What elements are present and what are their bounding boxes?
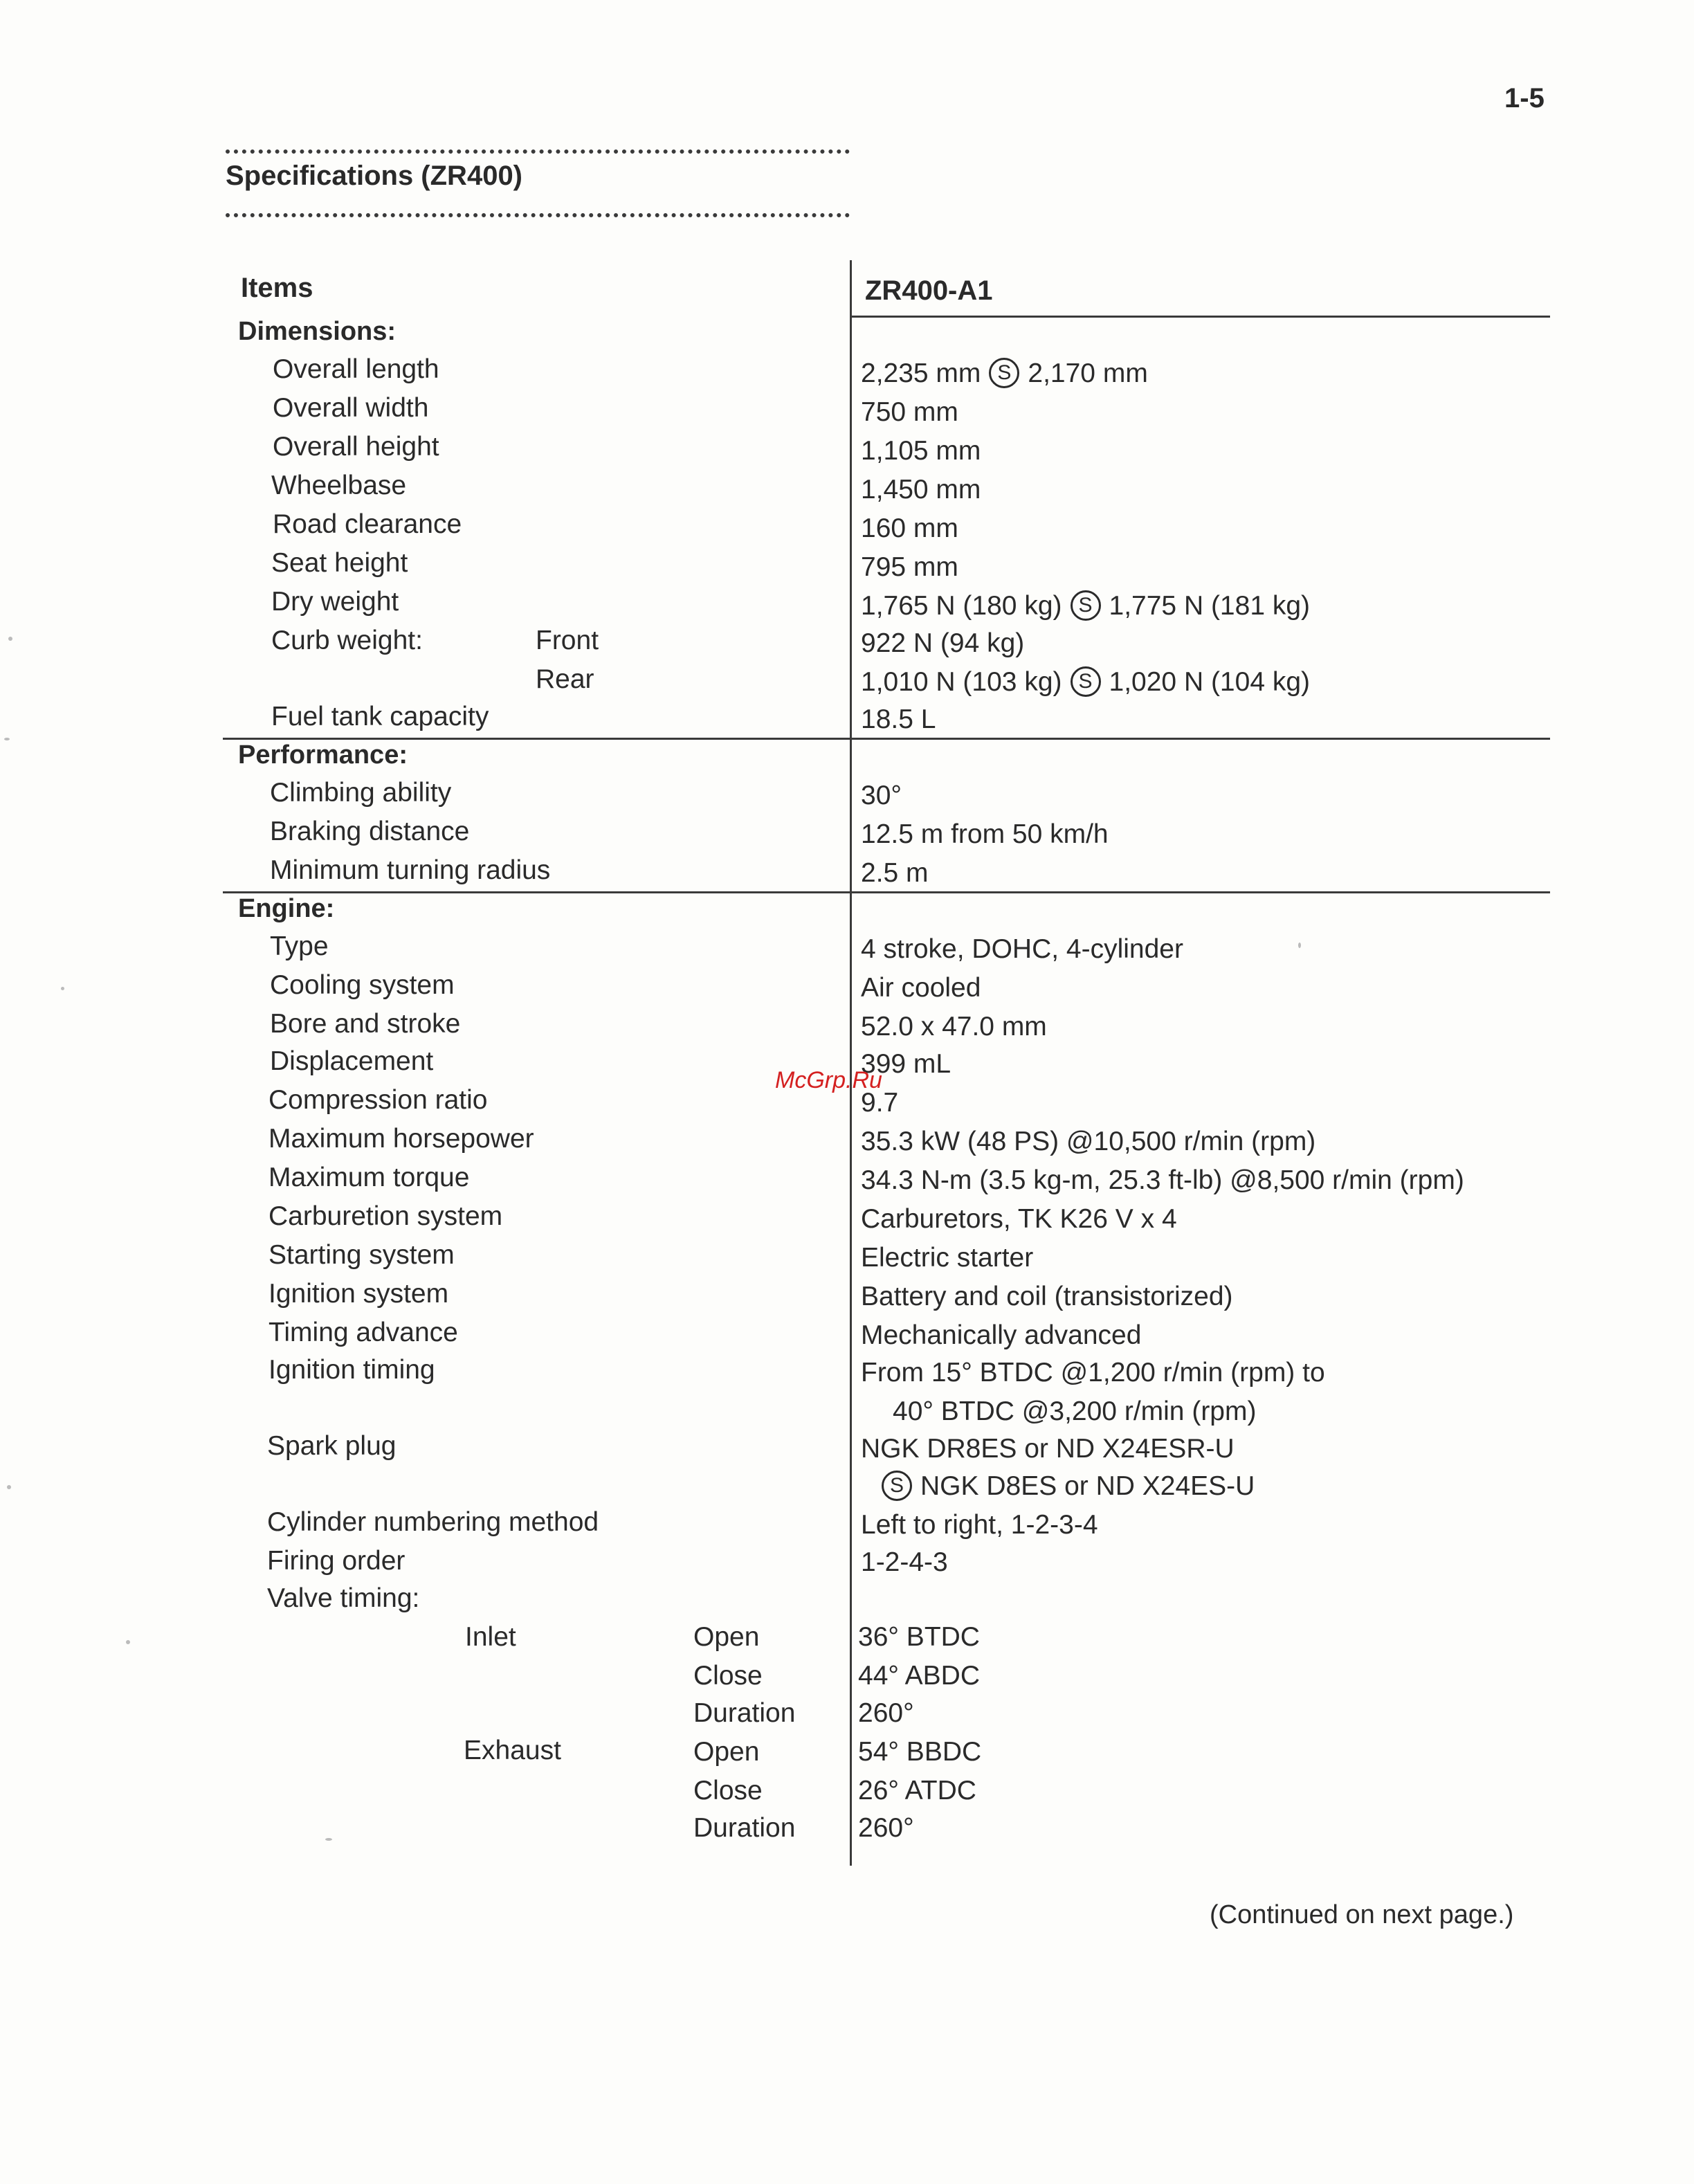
group-performance: Performance:	[238, 740, 408, 770]
watermark-link[interactable]: McGrp.Ru	[775, 1067, 882, 1093]
value-ignition-timing-1: From 15° BTDC @1,200 r/min (rpm) to	[861, 1358, 1325, 1387]
value-exhaust-close: 26° ATDC	[858, 1776, 976, 1805]
value-spark-plug-alt: S NGK D8ES or ND X24ES-U	[875, 1471, 1255, 1503]
value-inlet-duration: 260°	[858, 1698, 914, 1728]
label-spark-plug: Spark plug	[267, 1431, 397, 1461]
label-cooling-system: Cooling system	[270, 970, 455, 1000]
performance-bottom-rule	[223, 891, 1550, 893]
label-seat-height: Seat height	[271, 548, 408, 578]
page-number: 1-5	[1504, 83, 1545, 113]
label-overall-width: Overall width	[273, 393, 429, 423]
value-braking-distance: 12.5 m from 50 km/h	[861, 819, 1109, 849]
label-inlet-duration: Duration	[693, 1698, 796, 1728]
value-bore-stroke: 52.0 x 47.0 mm	[861, 1012, 1047, 1041]
label-compression-ratio: Compression ratio	[268, 1085, 488, 1115]
value-spark-plug: NGK DR8ES or ND X24ESR-U	[861, 1434, 1235, 1464]
label-turning-radius: Minimum turning radius	[270, 855, 551, 885]
s-model-icon: S	[882, 1471, 912, 1501]
value-curb-front: 922 N (94 kg)	[861, 628, 1025, 658]
value-cylinder-numbering: Left to right, 1-2-3-4	[861, 1510, 1098, 1540]
scan-speck	[325, 1838, 332, 1841]
scan-speck	[8, 637, 12, 641]
label-ignition-timing: Ignition timing	[268, 1355, 435, 1385]
value-climbing-ability: 30°	[861, 781, 902, 810]
value-max-horsepower: 35.3 kW (48 PS) @10,500 r/min (rpm)	[861, 1127, 1316, 1156]
label-overall-length: Overall length	[273, 354, 439, 384]
label-wheelbase: Wheelbase	[271, 471, 407, 500]
value-turning-radius: 2.5 m	[861, 858, 929, 888]
label-curb-rear: Rear	[536, 664, 594, 694]
scan-speck	[1298, 943, 1301, 948]
value-starting-system: Electric starter	[861, 1243, 1034, 1273]
scan-speck	[7, 1485, 11, 1489]
s-model-icon: S	[1071, 590, 1101, 621]
column-header-items: Items	[241, 273, 313, 303]
column-header-model: ZR400-A1	[865, 275, 993, 306]
group-engine: Engine:	[238, 894, 335, 923]
value-overall-height: 1,105 mm	[861, 436, 981, 466]
label-max-horsepower: Maximum horsepower	[268, 1124, 534, 1154]
header-rule	[850, 316, 1550, 318]
label-exhaust-open: Open	[693, 1737, 760, 1767]
scan-speck	[61, 987, 64, 990]
value-wheelbase: 1,450 mm	[861, 475, 981, 504]
value-max-torque: 34.3 N-m (3.5 kg-m, 25.3 ft-lb) @8,500 r/min (rpm)	[861, 1165, 1464, 1195]
label-climbing-ability: Climbing ability	[270, 778, 452, 808]
label-cylinder-numbering: Cylinder numbering method	[267, 1507, 599, 1537]
value-compression-ratio: 9.7	[861, 1088, 899, 1118]
table-column-divider	[850, 260, 852, 1866]
label-curb-front: Front	[536, 626, 599, 655]
label-inlet-close: Close	[693, 1661, 763, 1691]
scan-speck	[126, 1640, 130, 1644]
label-inlet: Inlet	[465, 1622, 516, 1652]
label-max-torque: Maximum torque	[268, 1163, 470, 1192]
label-overall-height: Overall height	[273, 432, 439, 462]
value-exhaust-open: 54° BBDC	[858, 1737, 982, 1767]
label-inlet-open: Open	[693, 1622, 760, 1652]
value-timing-advance: Mechanically advanced	[861, 1320, 1142, 1350]
label-starting-system: Starting system	[268, 1240, 455, 1270]
value-fuel-tank: 18.5 L	[861, 704, 936, 734]
label-exhaust: Exhaust	[464, 1736, 561, 1765]
value-overall-width: 750 mm	[861, 397, 958, 427]
value-dry-weight: 1,765 N (180 kg) S 1,775 N (181 kg)	[861, 591, 1311, 621]
label-road-clearance: Road clearance	[273, 509, 462, 539]
group-dimensions: Dimensions:	[238, 317, 397, 346]
label-carburetion: Carburetion system	[268, 1201, 503, 1231]
value-inlet-close: 44° ABDC	[858, 1661, 981, 1691]
label-timing-advance: Timing advance	[268, 1318, 458, 1347]
label-curb-weight: Curb weight:	[271, 626, 423, 655]
value-engine-type: 4 stroke, DOHC, 4-cylinder	[861, 934, 1183, 964]
value-ignition-timing-2: 40° BTDC @3,200 r/min (rpm)	[893, 1396, 1257, 1426]
value-overall-length: 2,235 mm S 2,170 mm	[861, 358, 1148, 388]
dotted-rule-bottom	[226, 213, 850, 217]
value-road-clearance: 160 mm	[861, 513, 958, 543]
label-exhaust-duration: Duration	[693, 1813, 796, 1843]
label-bore-stroke: Bore and stroke	[270, 1009, 461, 1039]
page-title: Specifications (ZR400)	[226, 161, 523, 191]
value-displacement: 399 mL	[861, 1049, 951, 1079]
label-ignition-system: Ignition system	[268, 1279, 449, 1309]
label-firing-order: Firing order	[267, 1546, 406, 1576]
scan-speck	[4, 738, 10, 740]
s-model-icon: S	[1071, 666, 1101, 697]
label-valve-timing: Valve timing:	[267, 1583, 420, 1613]
dotted-rule-top	[226, 149, 850, 154]
label-exhaust-close: Close	[693, 1776, 763, 1805]
value-carburetion: Carburetors, TK K26 V x 4	[861, 1204, 1177, 1234]
dimensions-bottom-rule	[223, 738, 1550, 740]
label-engine-type: Type	[270, 931, 329, 961]
label-displacement: Displacement	[270, 1046, 434, 1076]
s-model-icon: S	[989, 358, 1019, 388]
value-ignition-system: Battery and coil (transistorized)	[861, 1282, 1233, 1311]
value-inlet-open: 36° BTDC	[858, 1622, 980, 1652]
value-exhaust-duration: 260°	[858, 1813, 914, 1843]
continued-note: (Continued on next page.)	[1210, 1900, 1514, 1929]
label-braking-distance: Braking distance	[270, 817, 470, 846]
value-firing-order: 1-2-4-3	[861, 1547, 948, 1577]
value-seat-height: 795 mm	[861, 552, 958, 582]
label-dry-weight: Dry weight	[271, 587, 399, 617]
value-curb-rear: 1,010 N (103 kg) S 1,020 N (104 kg)	[861, 667, 1311, 697]
label-fuel-tank: Fuel tank capacity	[271, 702, 489, 731]
value-cooling-system: Air cooled	[861, 973, 981, 1003]
